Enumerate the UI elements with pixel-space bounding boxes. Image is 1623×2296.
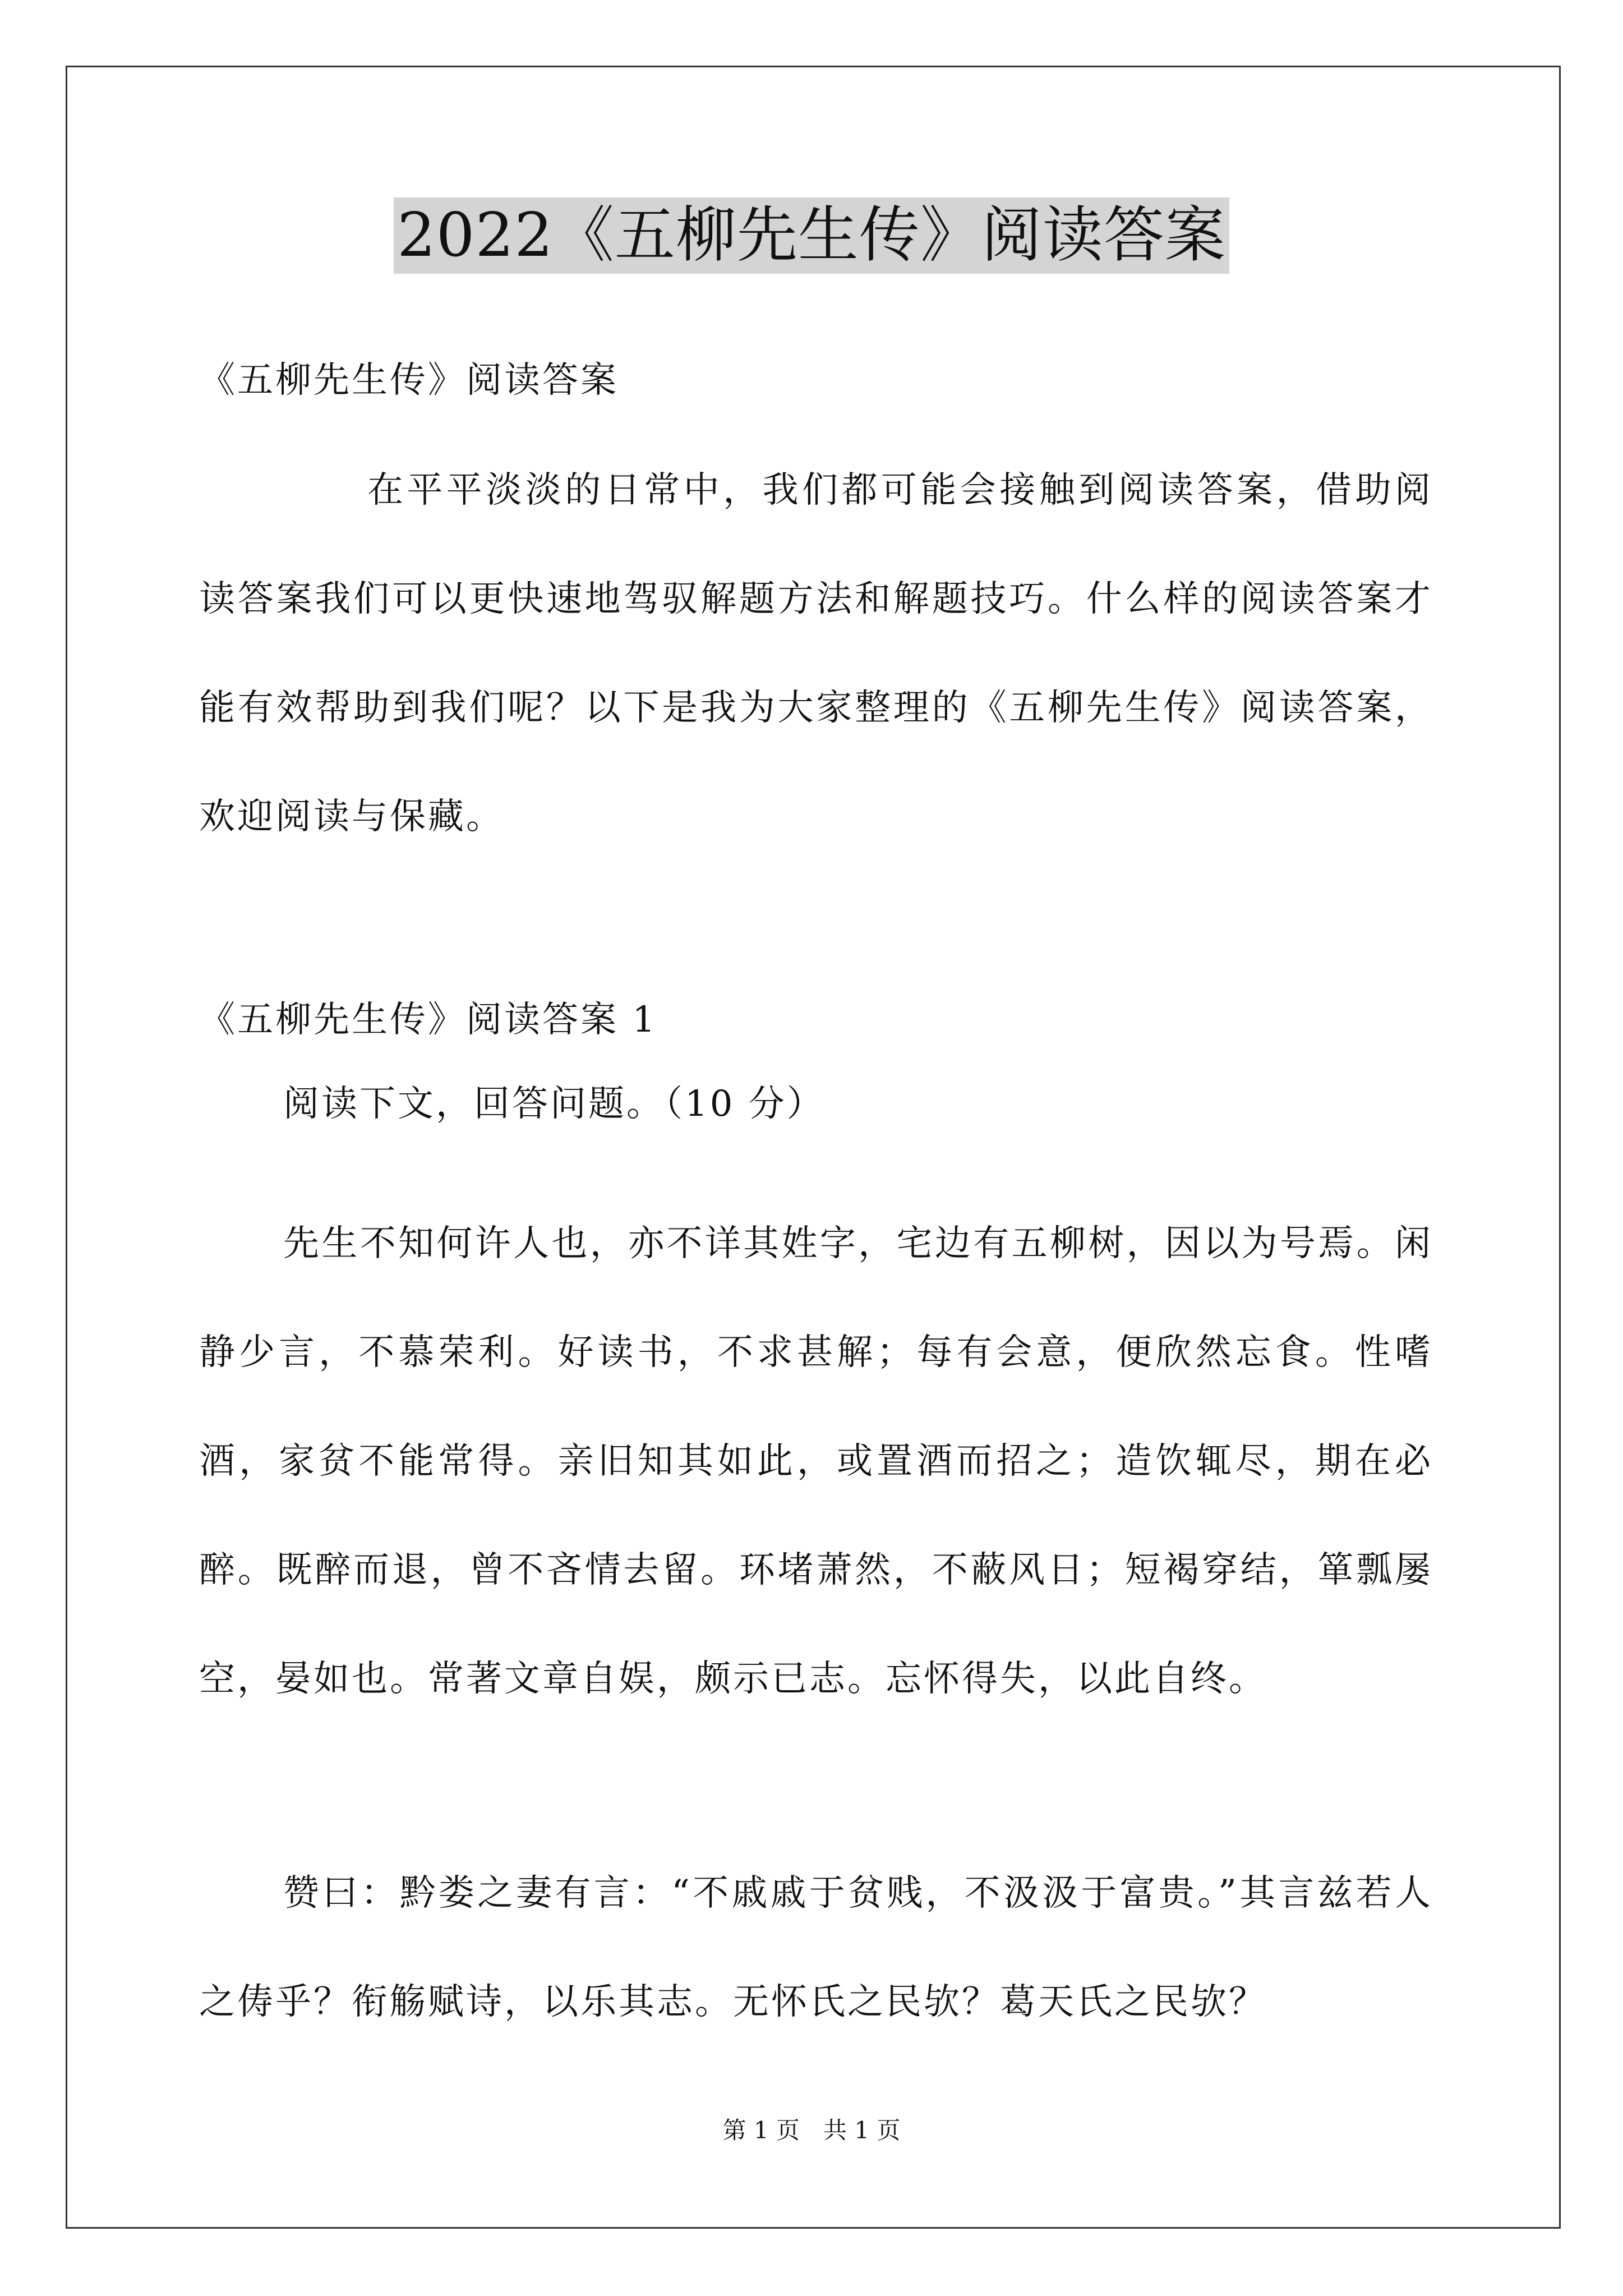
document-subtitle: 《五柳先生传》阅读答案 <box>199 360 619 401</box>
passage-paragraph-2: 赞曰：黔娄之妻有言：“不戚戚于贫贱，不汲汲于富贵。”其言兹若人之俦乎？衔觞赋诗，以乐其志。无怀氏之民欤？葛天氏之民欤？ <box>199 1872 1433 2023</box>
section-1-heading: 《五柳先生传》阅读答案 1 <box>199 999 658 1041</box>
instruction-text: 阅读下文，回答问题。（10 分） <box>283 1083 825 1125</box>
intro-paragraph: 在平平淡淡的日常中，我们都可能会接触到阅读答案，借助阅读答案我们可以更快速地驾驭解题方法和解题技巧。什么样的阅读答案才能有效帮助到我们呢？以下是我为大家整理的《五柳先生传》阅读答案，欢迎阅读与保藏。 <box>199 470 1433 838</box>
page-footer: 第 1 页 共 1 页 <box>722 2116 901 2144</box>
document-title: 2022《五柳先生传》阅读答案 <box>394 197 1229 274</box>
title-container <box>0 197 1623 274</box>
passage-paragraph-1: 先生不知何许人也，亦不详其姓字，宅边有五柳树，因以为号焉。闲静少言，不慕荣利。好读书，不求甚解；每有会意，便欣然忘食。性嗜酒，家贫不能常得。亲旧知其如此，或置酒而招之；造饮辄尽，期在必醉。既醉而退，曾不吝情去留。环堵萧然，不蔽风日；短褐穿结，箪瓢屡空，晏如也。常著文章自娱，颇示已志。忘怀得失，以此自终。 <box>199 1223 1433 1700</box>
